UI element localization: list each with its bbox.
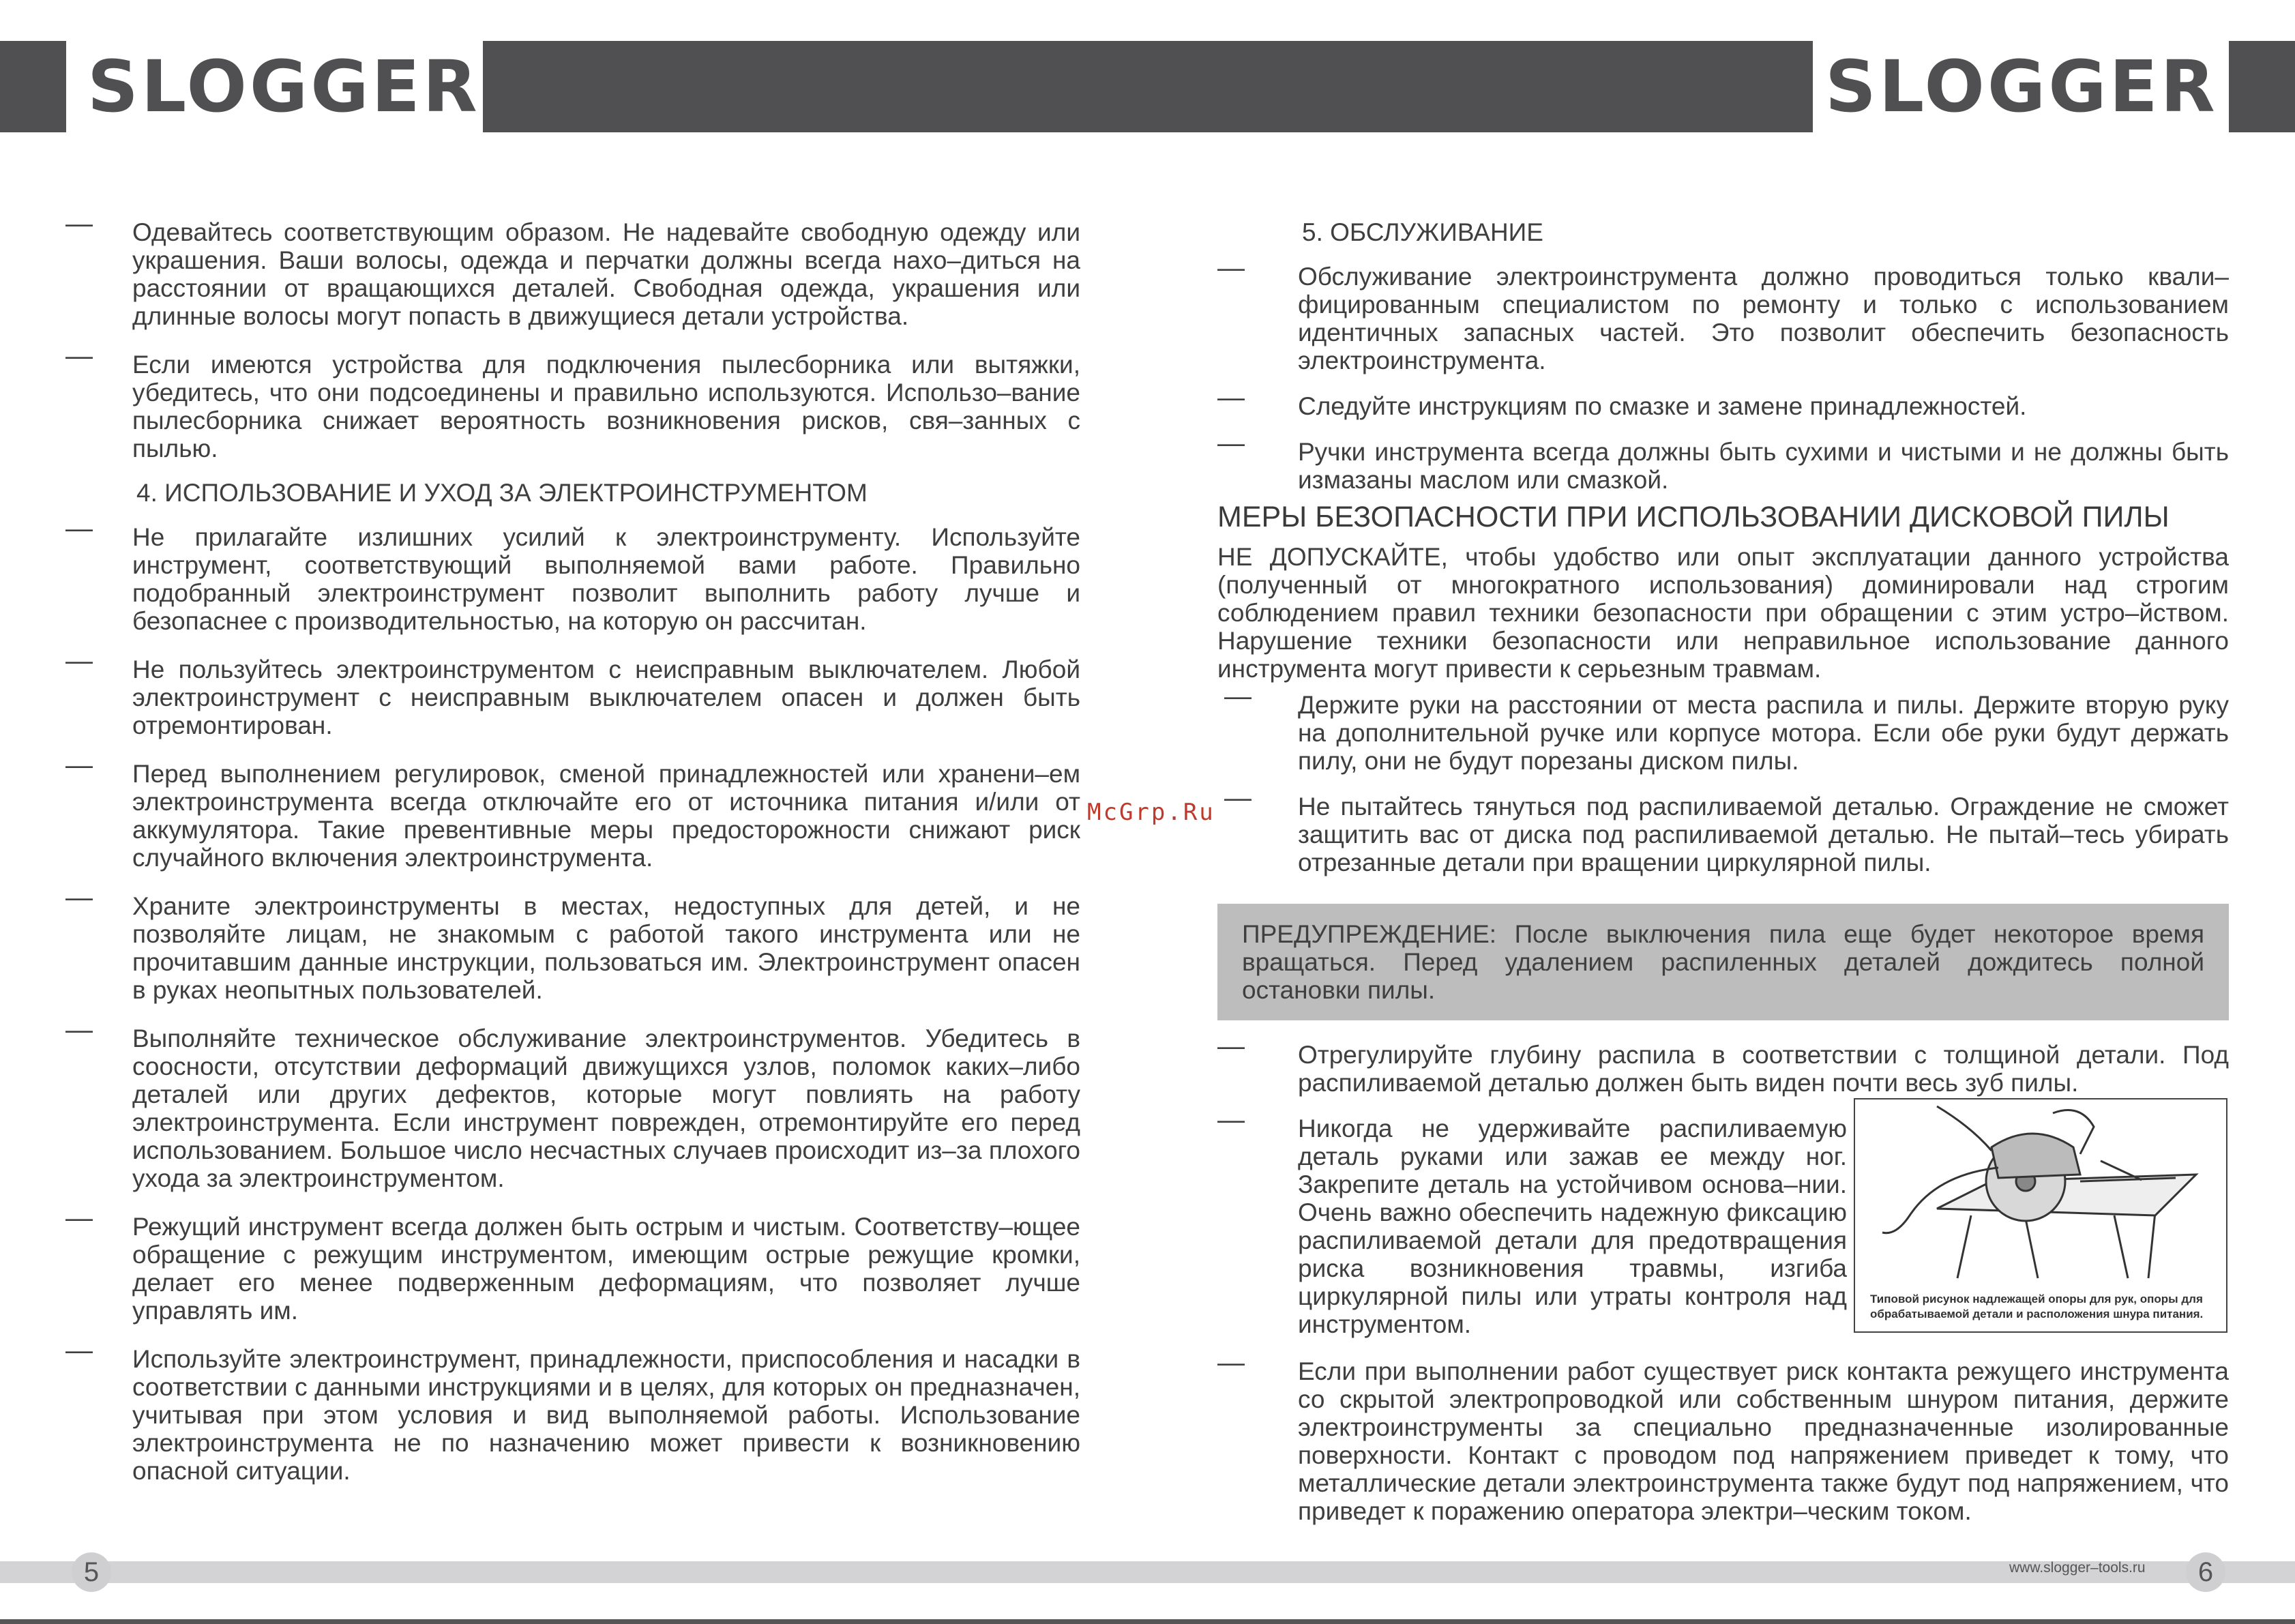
- dash-bullet: —: [1217, 1105, 1245, 1135]
- dash-bullet: —: [1217, 253, 1245, 283]
- watermark: McGrp.Ru: [1087, 799, 1215, 826]
- page-number-left: 5: [72, 1552, 111, 1592]
- list-item: — Обслуживание электроинструмента должно проводиться только квали–фицированным специалистом по ремонту и только с использованием идентичных запасных частей. Это позволит обеспечить безопасность электроинструмента.: [1217, 253, 2229, 374]
- saw-safety-heading: МЕРЫ БЕЗОПАСНОСТИ ПРИ ИСПОЛЬЗОВАНИИ ДИСКОВОЙ ПИЛЫ: [1217, 501, 2170, 533]
- dash-bullet: —: [65, 883, 93, 913]
- header-right-edge: [2229, 41, 2295, 132]
- list-item: — Не пользуйтесь электроинструментом с неисправным выключателем. Любой электроинструмент с неисправным выключателем опасен и должен быть отремонтирован.: [65, 646, 1080, 739]
- header-left-edge: [0, 41, 66, 132]
- list-item: — Никогда не удерживайте распиливаемую деталь руками или зажав ее между ног. Закрепите деталь на устойчивом основа–нии. Очень важно обеспечить надежную фиксацию распиливаемой детали для предотвращения риска возникновения травмы, изгиба циркулярной пилы или утраты контроля над инструментом.: [1217, 1105, 1847, 1338]
- dash-bullet: —: [65, 209, 93, 239]
- dash-bullet: —: [65, 646, 93, 676]
- list-item: — Отрегулируйте глубину распила в соответствии с толщиной детали. Под распиливаемой деталью должен быть виден почти весь зуб пилы.: [1217, 1031, 2229, 1097]
- list-item: — Не прилагайте излишних усилий к электроинструменту. Используйте инструмент, соответствующий выполняемой вами работе. Правильно подобранный электроинструмент позволит выполнить работу лучше и безопаснее с производительностью, на которую он рассчитан.: [65, 514, 1080, 635]
- website-url[interactable]: www.slogger–tools.ru: [2009, 1560, 2146, 1576]
- circular-saw-illustration: [1855, 1099, 2226, 1284]
- list-item: — Перед выполнением регулировок, сменой принадлежностей или хранени–ем электроинструмента всегда отключайте его от источника питания и/или от аккумулятора. Такие превентивные меры предосторожности снижают риск случайного включения электроинструмента.: [65, 750, 1080, 872]
- list-item: — Если имеются устройства для подключения пылесборника или вытяжки, убедитесь, что они подсоединены и правильно используются. Использо–вание пылесборника снижает вероятность возникновения рисков, свя–занных с пылью.: [65, 341, 1080, 462]
- dash-bullet: —: [1224, 783, 1252, 813]
- logo-left: SLOGGER: [87, 45, 480, 128]
- dash-bullet: —: [65, 341, 93, 371]
- dash-bullet: —: [1217, 1348, 1245, 1378]
- section-5-heading: 5. ОБСЛУЖИВАНИЕ: [1302, 218, 1543, 246]
- warning-box: ПРЕДУПРЕЖДЕНИЕ: После выключения пила еще будет некоторое время вращаться. Перед удалением распиленных деталей дождитесь полной остановки пилы.: [1217, 904, 2229, 1020]
- dash-bullet: —: [65, 1335, 93, 1365]
- figure-caption: Типовой рисунок надлежащей опоры для рук, опоры для обрабатываемой детали и расположения шнура питания.: [1870, 1293, 2204, 1320]
- list-item: — Одевайтесь соответствующим образом. Не надевайте свободную одежду или украшения. Ваши волосы, одежда и перчатки должны всегда нахо–диться на расстоянии от вращающихся деталей. Свободная одежда, украшения или длинные волосы могут попасть в движущиеся детали устройства.: [65, 209, 1080, 330]
- list-item: — Следуйте инструкциям по смазке и замене принадлежностей.: [1217, 383, 2027, 420]
- list-item: — Используйте электроинструмент, принадлежности, приспособления и насадки в соответствии с данными инструкциями и в целях, для которых он предназначен, учитывая при этом условия и вид выполняемой работы. Использование электроинструмента не по назначению может привести к возникновению опасной ситуации.: [65, 1335, 1080, 1485]
- left-column: [65, 209, 1080, 1505]
- dash-bullet: —: [1217, 1031, 1245, 1061]
- logo-right: SLOGGER: [1825, 45, 2218, 128]
- dash-bullet: —: [65, 750, 93, 780]
- section-4-heading: 4. ИСПОЛЬЗОВАНИЕ И УХОД ЗА ЭЛЕКТРОИНСТРУМЕНТОМ: [136, 479, 868, 507]
- dash-bullet: —: [65, 514, 93, 544]
- saw-intro-paragraph: НЕ ДОПУСКАЙТЕ, чтобы удобство или опыт эксплуатации данного устройства (полученный от многократного использования) доминировали над строгим соблюдением правил техники безопасности при обращении с этим устро–йством. Нарушение техники безопасности или неправильное использование данного инструмента могут привести к серьезным травмам.: [1217, 543, 2229, 683]
- header-bar: [483, 41, 1813, 132]
- footer-bar: [0, 1561, 2295, 1583]
- dash-bullet: —: [65, 1203, 93, 1233]
- dash-bullet: —: [1217, 428, 1245, 458]
- dash-bullet: —: [65, 1015, 93, 1045]
- list-item: — Ручки инструмента всегда должны быть сухими и чистыми и не должны быть измазаны маслом или смазкой.: [1217, 428, 2229, 494]
- list-item: — Держите руки на расстоянии от места распила и пилы. Держите вторую руку на дополнительной ручке или корпусе мотора. Если обе руки будут держать пилу, они не будут порезаны диском пилы.: [1224, 681, 2229, 775]
- bottom-rule: [0, 1619, 2295, 1624]
- list-item: — Храните электроинструменты в местах, недоступных для детей, и не позволяйте лицам, не знакомым с работой такого инструмента или не прочитавшим данные инструкции, пользоваться им. Электроинструмент опасен в руках неопытных пользователей.: [65, 883, 1080, 1004]
- list-item: — Если при выполнении работ существует риск контакта режущего инструмента со скрытой электропроводкой или собственным шнуром питания, держите электроинструменты за специально предназначенные изолированные поверхности. Контакт с проводом под напряжением приведет к тому, что металлические детали электроинструмента также будут под напряжением, что приведет к поражению оператора электри–ческим током.: [1217, 1348, 2229, 1525]
- list-item: — Выполняйте техническое обслуживание электроинструментов. Убедитесь в соосности, отсутствии деформаций движущихся узлов, поломок каких–либо деталей или других дефектов, которые могут повлиять на работу электроинструмента. Если инструмент поврежден, отремонтируйте его перед использованием. Большое число несчастных случаев происходит из–за плохого ухода за электроинструментом.: [65, 1015, 1080, 1192]
- dash-bullet: —: [1217, 383, 1245, 413]
- dash-bullet: —: [1224, 681, 1252, 711]
- list-item: — Режущий инструмент всегда должен быть острым и чистым. Соответству–ющее обращение с режущим инструментом, имеющим острые режущие кромки, делает его менее подверженным деформациям, что позволяет лучше управлять им.: [65, 1203, 1080, 1325]
- page-number-right: 6: [2186, 1552, 2225, 1592]
- list-item: — Не пытайтесь тянуться под распиливаемой деталью. Ограждение не сможет защитить вас от диска под распиливаемой деталью. Не пытай–тесь убирать отрезанные детали при вращении циркулярной пилы.: [1224, 783, 2229, 876]
- saw-usage-figure: [1854, 1098, 2227, 1333]
